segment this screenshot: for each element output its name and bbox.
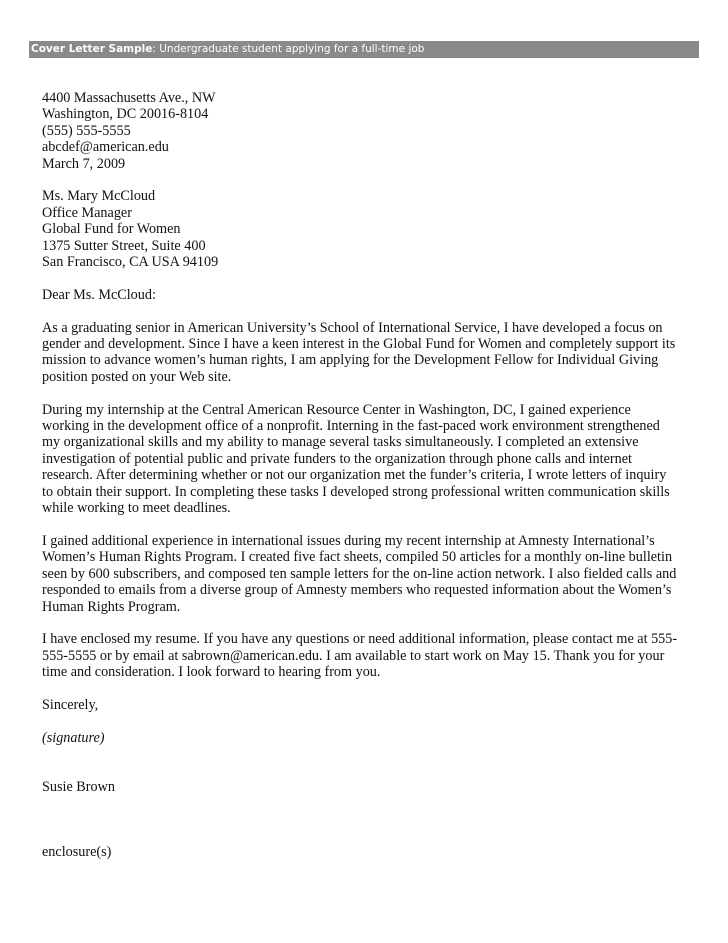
letter-date: March 7, 2009 [42, 155, 126, 172]
signer-name: Susie Brown [42, 778, 115, 795]
paragraph-line: 555-5555 or by email at sabrown@american.edu. I am available to start work on May 15. Thank you for your [42, 647, 665, 664]
sender-city: Washington, DC 20016-8104 [42, 106, 209, 123]
body-paragraph-2 [42, 402, 687, 517]
paragraph-line: time and consideration. I look forward to hearing from you. [42, 664, 381, 681]
recipient-name: Ms. Mary McCloud [42, 188, 156, 205]
paragraph-line: I gained additional experience in international issues during my recent internship at Amnesty International’s [42, 532, 655, 549]
paragraph-line: position posted on your Web site. [42, 368, 232, 385]
paragraph-line: my organizational skills and my ability to manage several tasks simultaneously. I completed an extensive [42, 434, 639, 451]
document-header-bar [29, 41, 699, 58]
paragraph-line: to obtain their support. In completing these tasks I developed strong professional written communication skills [42, 483, 670, 500]
paragraph-line: responded to emails from a diverse group of Amnesty members who requested information about the Women’s [42, 582, 672, 599]
recipient-title: Office Manager [42, 204, 132, 221]
closing: Sincerely, [42, 696, 99, 713]
paragraph-line: working in the development office of a nonprofit. Interning in the fast-paced work environment strengthened [42, 418, 660, 435]
sender-email: abcdef@american.edu [42, 139, 169, 156]
body-paragraph-4 [42, 631, 687, 680]
body-paragraph-3 [42, 533, 687, 615]
signature-placeholder: (signature) [42, 729, 105, 746]
recipient-city: San Francisco, CA USA 94109 [42, 254, 219, 271]
paragraph-line: while working to meet deadlines. [42, 500, 231, 517]
paragraph-line: seen by 600 subscribers, and composed ten sample letters for the on-line action network. I also fielded calls and [42, 565, 677, 582]
paragraph-line: I have enclosed my resume. If you have any questions or need additional information, please contact me at 555- [42, 631, 678, 648]
salutation: Dear Ms. McCloud: [42, 286, 156, 303]
paragraph-line: research. After determining whether or not our organization met the funder’s criteria, I wrote letters of inquiry [42, 467, 667, 484]
paragraph-line: gender and development. Since I have a keen interest in the Global Fund for Women and completely support its [42, 336, 676, 353]
sender-phone: (555) 555-5555 [42, 122, 131, 139]
recipient-org: Global Fund for Women [42, 221, 181, 238]
paragraph-line: investigation of potential public and private funders to the organization through phone calls and internet [42, 450, 632, 467]
paragraph-line: Human Rights Program. [42, 598, 181, 615]
body-paragraph-1 [42, 320, 687, 386]
paragraph-line: Women’s Human Rights Program. I created five fact sheets, compiled 50 articles for a monthly on-line bulletin [42, 549, 673, 566]
enclosure-note: enclosure(s) [42, 844, 112, 861]
paragraph-line: As a graduating senior in American University’s School of International Service, I have developed a focus on [42, 319, 663, 336]
header-title: Cover Letter Sample [31, 43, 153, 55]
recipient-street: 1375 Sutter Street, Suite 400 [42, 237, 206, 254]
sender-address [42, 90, 687, 172]
paragraph-line: mission to advance women’s human rights, I am applying for the Development Fellow for Individual Giving [42, 352, 659, 369]
cover-letter [42, 90, 687, 861]
recipient-address [42, 188, 687, 270]
paragraph-line: During my internship at the Central American Resource Center in Washington, DC, I gained experience [42, 401, 631, 418]
header-subtitle: : Undergraduate student applying for a full-time job [152, 43, 425, 55]
sender-street: 4400 Massachusetts Ave., NW [42, 90, 216, 106]
